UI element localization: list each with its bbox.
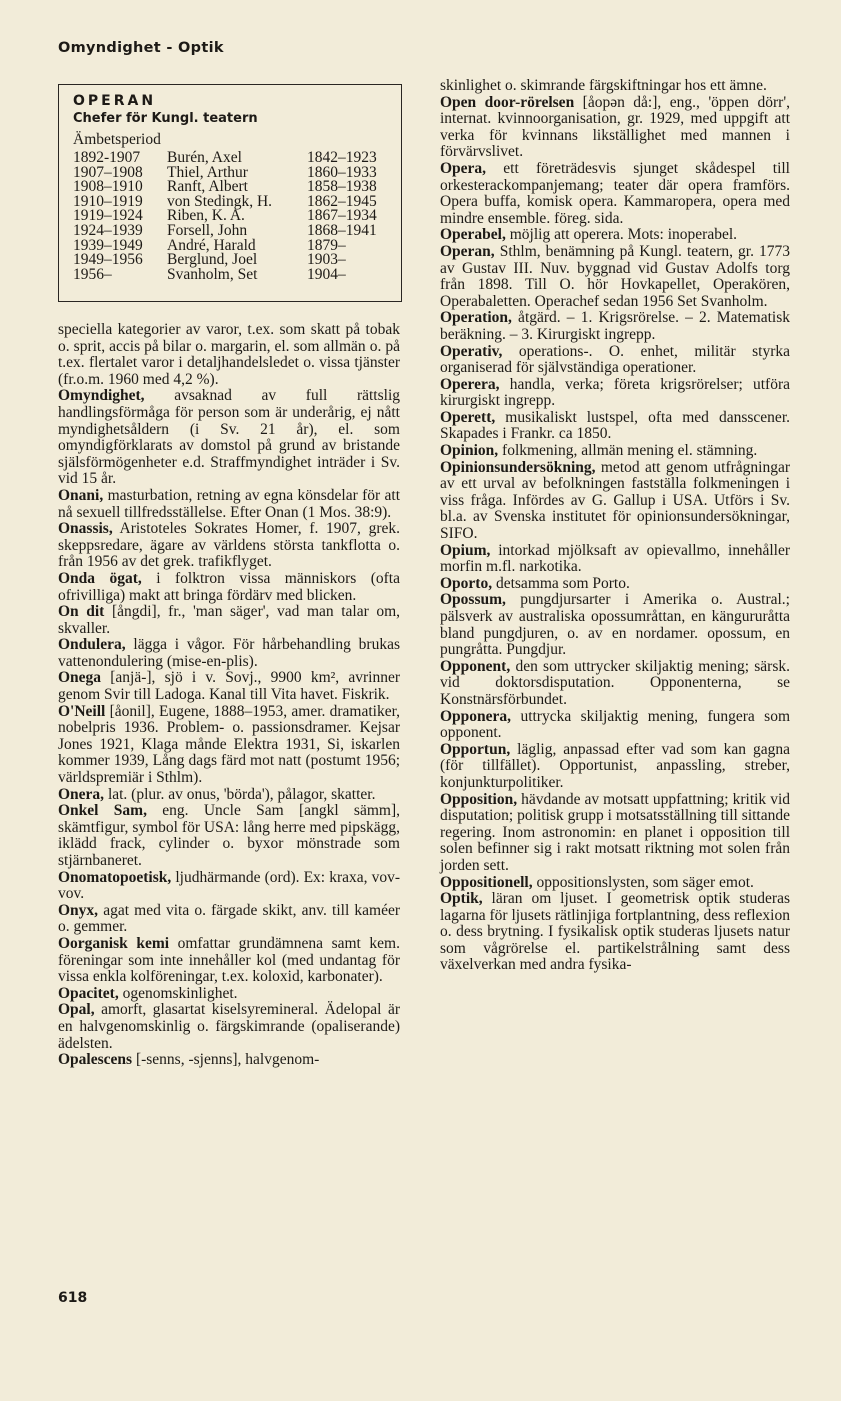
dictionary-entry bbox=[440, 742, 790, 792]
chef-name: Riben, K. A. bbox=[167, 207, 245, 225]
dictionary-entry bbox=[58, 803, 400, 869]
dictionary-entry bbox=[58, 571, 400, 604]
entry-headword: Onani, bbox=[58, 486, 104, 504]
entry-text: amorft, glasartat kiselsyremineral. Ädelopal är en halvgenomskinlig o. färgskimrande (opaliserande) ädelsten. bbox=[58, 1001, 400, 1052]
chef-period: 1924–1939 bbox=[73, 221, 143, 239]
entry-text: musikaliskt lustspel, ofta med dansscener. Skapades i Frankr. ca 1850. bbox=[440, 408, 790, 443]
entry-text: operations-. O. enhet, militär styrka organiserad för självständiga operationer. bbox=[440, 342, 790, 377]
entry-headword: Onda ögat, bbox=[58, 569, 142, 587]
entry-text: hävdande av motsatt uppfattning; kritik vid disputation; politisk grupp i motsatsställning till sittande regering. Inom astronomin: en planet i opposition till solen befinner sig i rakt motsatt riktning mot solen från jorden sett. bbox=[440, 790, 790, 874]
dictionary-entry bbox=[440, 310, 790, 343]
entry-text: Aristoteles Sokrates Homer, f. 1907, grek. skeppsredare, ägare av världens största tankflotta o. från 1956 av det grek. trafikflyget. bbox=[58, 520, 400, 571]
chef-period: 1939–1949 bbox=[73, 236, 143, 254]
box-column-label: Ämbetsperiod bbox=[73, 131, 161, 148]
dictionary-entry bbox=[440, 659, 790, 709]
entry-text: omfattar grundämnena samt kem. föreningar som inte innehåller kol (med undantag för vissa enkla kolföreningar, t.ex. koloxid, karbonater). bbox=[58, 934, 400, 986]
dictionary-entry bbox=[58, 903, 400, 936]
dictionary-entry bbox=[440, 460, 790, 543]
entry-headword: Operett, bbox=[440, 408, 496, 426]
chef-period: 1907–1908 bbox=[73, 163, 143, 181]
opera-chefs-box bbox=[58, 84, 402, 302]
entry-headword: Operativ, bbox=[440, 342, 503, 360]
dictionary-entry bbox=[58, 936, 400, 986]
chef-years: 1858–1938 bbox=[307, 178, 377, 196]
dictionary-entry bbox=[58, 521, 400, 571]
dictionary-entry bbox=[58, 388, 400, 488]
dictionary-entry bbox=[58, 670, 400, 703]
entry-headword: Opposition, bbox=[440, 790, 518, 808]
entry-text: agat med vita o. färgade skikt, anv. till kaméer o. gemmer. bbox=[58, 901, 400, 936]
entry-headword: Operan, bbox=[440, 242, 495, 260]
entry-headword: Opacitet, bbox=[58, 984, 119, 1002]
dictionary-entry bbox=[58, 1052, 400, 1069]
chef-years: 1879– bbox=[307, 236, 346, 254]
chef-name: Svanholm, Set bbox=[167, 265, 258, 283]
entry-headword: Oppositionell, bbox=[440, 873, 533, 891]
right-column bbox=[440, 78, 790, 974]
entry-text: Sthlm, benämning på Kungl. teatern, gr. 1773 av Gustav III. Nuv. byggnad vid Gustav Adolfs torg från 1898. Till O. hör Hovkapellet, Operakören, Operabaletten. Operachef sedan 1956 Set Svanholm. bbox=[440, 242, 790, 310]
entry-text: oppositionslysten, som säger emot. bbox=[532, 873, 754, 891]
chef-years: 1867–1934 bbox=[307, 207, 377, 225]
chef-period: 1956– bbox=[73, 265, 112, 283]
dictionary-entry bbox=[58, 1002, 400, 1052]
entry-headword: Operation, bbox=[440, 309, 512, 327]
dictionary-entry bbox=[440, 792, 790, 875]
chef-period: 1892-1907 bbox=[73, 149, 141, 166]
entry-headword: Onyx, bbox=[58, 901, 99, 919]
dictionary-entry bbox=[58, 488, 400, 521]
entry-text: handla, verka; företa krigsrörelser; utföra kirurgiskt ingrepp. bbox=[440, 375, 790, 410]
entry-headword: Opinionsundersökning, bbox=[440, 458, 596, 476]
entry-text: avsaknad av full rättslig handlingsförmåga för person som är underårig, ej nått myndighetsåldern (i Sv. 21 år), el. som omyndigförklarats av domstol på grund av bristande själsförmögenheter e.d. Straffmyndighet inträder i Sv. vid 15 år. bbox=[58, 387, 400, 488]
dictionary-entry bbox=[58, 637, 400, 670]
entry-headword: Operera, bbox=[440, 375, 500, 393]
entry-text: lägga i vågor. För hårbehandling brukas vattenondulering (mise-en-plis). bbox=[58, 636, 400, 670]
entry-text: ogenomskinlighet. bbox=[118, 984, 238, 1002]
entry-text: [åonil], Eugene, 1888–1953, amer. dramatiker, nobelpris 1936. Problem- o. passionsdramer. Kejsar Jones 1921, Klaga månde Elektra 1931, Si, iskarlen kommer 1939, Lång dags färd mot natt (postumt 1956; världspremiär i Sthlm). bbox=[58, 702, 400, 787]
chef-name: Burén, Axel bbox=[167, 149, 242, 166]
chef-years: 1904– bbox=[307, 265, 346, 283]
entry-headword: Opal, bbox=[58, 1001, 95, 1019]
dictionary-entry bbox=[440, 95, 790, 161]
entry-text: metod att genom utfrågningar av ett urval av befolkningen fastställa folkmeningen i viss fråga. Infördes av G. Gallup i USA. Utförs i Sv. bl.a. av Svenska institutet för opinionsundersökningar, SIFO. bbox=[440, 458, 790, 543]
entry-text: folkmening, allmän mening el. stämning. bbox=[498, 442, 758, 460]
chef-name: Ranft, Albert bbox=[167, 178, 248, 196]
chef-period: 1919–1924 bbox=[73, 207, 143, 225]
dictionary-entry bbox=[440, 443, 790, 460]
dictionary-entry bbox=[440, 244, 790, 310]
entry-text: lat. (plur. av onus, 'börda'), pålagor, skatter. bbox=[104, 785, 376, 803]
dictionary-entry bbox=[58, 870, 400, 903]
entry-text: möjlig att operera. Mots: inoperabel. bbox=[505, 226, 738, 244]
dictionary-entry bbox=[58, 787, 400, 804]
chef-years: 1868–1941 bbox=[307, 221, 377, 239]
entry-text: den som uttrycker skiljaktig mening; särsk. vid doktorsdisputation. Opponenterna, se Konstnärsförbundet. bbox=[440, 657, 790, 708]
entry-headword: Opponera, bbox=[440, 707, 512, 725]
dictionary-entry bbox=[58, 604, 400, 637]
dictionary-entry bbox=[440, 709, 790, 742]
dictionary-entry bbox=[440, 410, 790, 443]
entry-headword: On dit bbox=[58, 603, 105, 621]
dictionary-entry bbox=[440, 891, 790, 974]
dictionary-entry bbox=[440, 576, 790, 593]
chef-years: 1860–1933 bbox=[307, 163, 377, 181]
entry-text: läglig, anpassad efter vad som kan gagna (för tillfället). Opportunist, anpassling, streber, konjunkturpolitiker. bbox=[440, 740, 790, 791]
dictionary-entry bbox=[440, 344, 790, 377]
entry-text: i folktron vissa människors (ofta ofrivilliga) makt att bringa fördärv med blicken. bbox=[58, 569, 400, 604]
entry-text: [ångdi], fr., 'man säger', vad man talar om, skvaller. bbox=[58, 603, 401, 637]
entry-headword: Open door-rörelsen bbox=[440, 93, 575, 111]
entry-text: [åopən då:], eng., 'öppen dörr', internat. kvinnoorganisation, gr. 1929, med uppgift att verka för kvinnans likställighet med mannen i förvärvslivet. bbox=[440, 93, 790, 161]
entry-text: intorkad mjölksaft av opievallmo, innehåller morfin m.fl. narkotika. bbox=[440, 541, 790, 576]
chef-period: 1908–1910 bbox=[73, 178, 143, 196]
entry-headword: Optik, bbox=[440, 890, 483, 908]
entry-headword: Ondulera, bbox=[58, 636, 126, 654]
entry-headword: Onassis, bbox=[58, 520, 113, 538]
entry-headword: Oporto, bbox=[440, 574, 493, 592]
entry-text: åtgärd. – 1. Krigsrörelse. – 2. Matematisk beräkning. – 3. Kirurgiskt ingrepp. bbox=[440, 309, 790, 343]
entry-headword: O'Neill bbox=[58, 702, 106, 720]
entry-headword: Onera, bbox=[58, 785, 105, 803]
chef-period: 1949–1956 bbox=[73, 251, 143, 269]
entry-headword: Opponent, bbox=[440, 657, 511, 675]
entry-text: [anjä-], sjö i v. Sovj., 9900 km², avrinner genom Svir till Ladoga. Kanal till Vita havet. Fiskrik. bbox=[58, 669, 400, 704]
running-head: Omyndighet - Optik bbox=[58, 40, 224, 56]
entry-headword: Operabel, bbox=[440, 226, 506, 244]
dictionary-entry bbox=[440, 78, 790, 95]
chef-name: Forsell, John bbox=[167, 221, 248, 239]
entry-headword: Opium, bbox=[440, 541, 491, 559]
dictionary-entry bbox=[58, 986, 400, 1003]
chef-years: 1842–1923 bbox=[307, 149, 377, 166]
box-title: OPERAN bbox=[73, 93, 157, 109]
entry-text: detsamma som Porto. bbox=[492, 574, 630, 592]
chef-years: 1903– bbox=[307, 251, 346, 269]
entry-headword: Opossum, bbox=[440, 591, 506, 609]
entry-headword: Oorganisk kemi bbox=[58, 934, 170, 952]
chef-period: 1910–1919 bbox=[73, 192, 143, 210]
dictionary-entry bbox=[440, 377, 790, 410]
entry-headword: Onega bbox=[58, 669, 102, 687]
entry-headword: Omyndighet, bbox=[58, 387, 145, 405]
chef-name: André, Harald bbox=[167, 236, 256, 254]
entry-text: masturbation, retning av egna könsdelar för att nå sexuell tillfredsställelse. Efter Onan (1 Mos. 38:9). bbox=[58, 486, 400, 521]
entry-text: ett företrädesvis sjunget skådespel till orkesterackompanjemang; teater där opera framförs. Opera buffa, komisk opera. Kammaropera, opera med mindre ensemble. föreg. sida. bbox=[440, 159, 790, 227]
entry-headword: Opalescens bbox=[58, 1051, 133, 1069]
dictionary-entry bbox=[58, 322, 400, 388]
entry-headword: Opportun, bbox=[440, 740, 511, 758]
entry-text: speciella kategorier av varor, t.ex. som skatt på tobak o. sprit, accis på bilar o. margarin, el. som allmän o. på t.ex. flertalet varor i detaljhandelsledet o. vissa tjänster (fr.o.m. 1960 med 4,2 %). bbox=[58, 321, 400, 388]
entry-text: läran om ljuset. I geometrisk optik studeras lagarna för ljusets rätlinjiga fortplantning, dess reflexion o. dess brytning. I fysikalisk optik studeras ljusets natur som vågrörelse el. partikelstrålning samt dess växelverkan med andra fysika- bbox=[440, 890, 790, 974]
entry-text: skinlighet o. skimrande färgskiftningar hos ett ämne. bbox=[440, 77, 767, 94]
dictionary-entry bbox=[440, 875, 790, 892]
dictionary-entry bbox=[440, 543, 790, 576]
entry-text: ljudhärmande (ord). Ex: kraxa, vov-vov. bbox=[58, 868, 400, 903]
dictionary-entry bbox=[58, 704, 400, 787]
entry-headword: Onkel Sam, bbox=[58, 802, 147, 820]
dictionary-entry bbox=[440, 161, 790, 227]
page-number: 618 bbox=[58, 1290, 88, 1306]
left-column bbox=[58, 322, 400, 1069]
entry-headword: Opinion, bbox=[440, 442, 499, 460]
box-subtitle: Chefer för Kungl. teatern bbox=[73, 111, 258, 126]
chef-years: 1862–1945 bbox=[307, 192, 377, 210]
dictionary-entry bbox=[440, 592, 790, 658]
entry-text: [-senns, -sjenns], halvgenom- bbox=[132, 1051, 320, 1069]
dictionary-entry bbox=[440, 227, 790, 244]
chef-name: Thiel, Arthur bbox=[167, 163, 248, 181]
chef-name: von Stedingk, H. bbox=[167, 192, 273, 210]
entry-headword: Opera, bbox=[440, 159, 487, 177]
entry-headword: Onomatopoetisk, bbox=[58, 868, 172, 886]
chef-row bbox=[73, 268, 387, 283]
entry-text: pungdjursarter i Amerika o. Austral.; pälsverk av australiska opossumråttan, en kängururåtta bland pungdjuren, o. av en nordamer. opossum, en pungråtta. Pungdjur. bbox=[440, 591, 790, 659]
chef-name: Berglund, Joel bbox=[167, 251, 258, 269]
entry-text: uttrycka skiljaktig mening, fungera som opponent. bbox=[440, 707, 790, 742]
entry-text: eng. Uncle Sam [angkl sämm], skämtfigur, symbol för USA: lång herre med pipskägg, iklädd frack, cylinder o. byxor mönstrade som stjärnbaneret. bbox=[58, 802, 400, 869]
chef-table bbox=[73, 151, 387, 282]
